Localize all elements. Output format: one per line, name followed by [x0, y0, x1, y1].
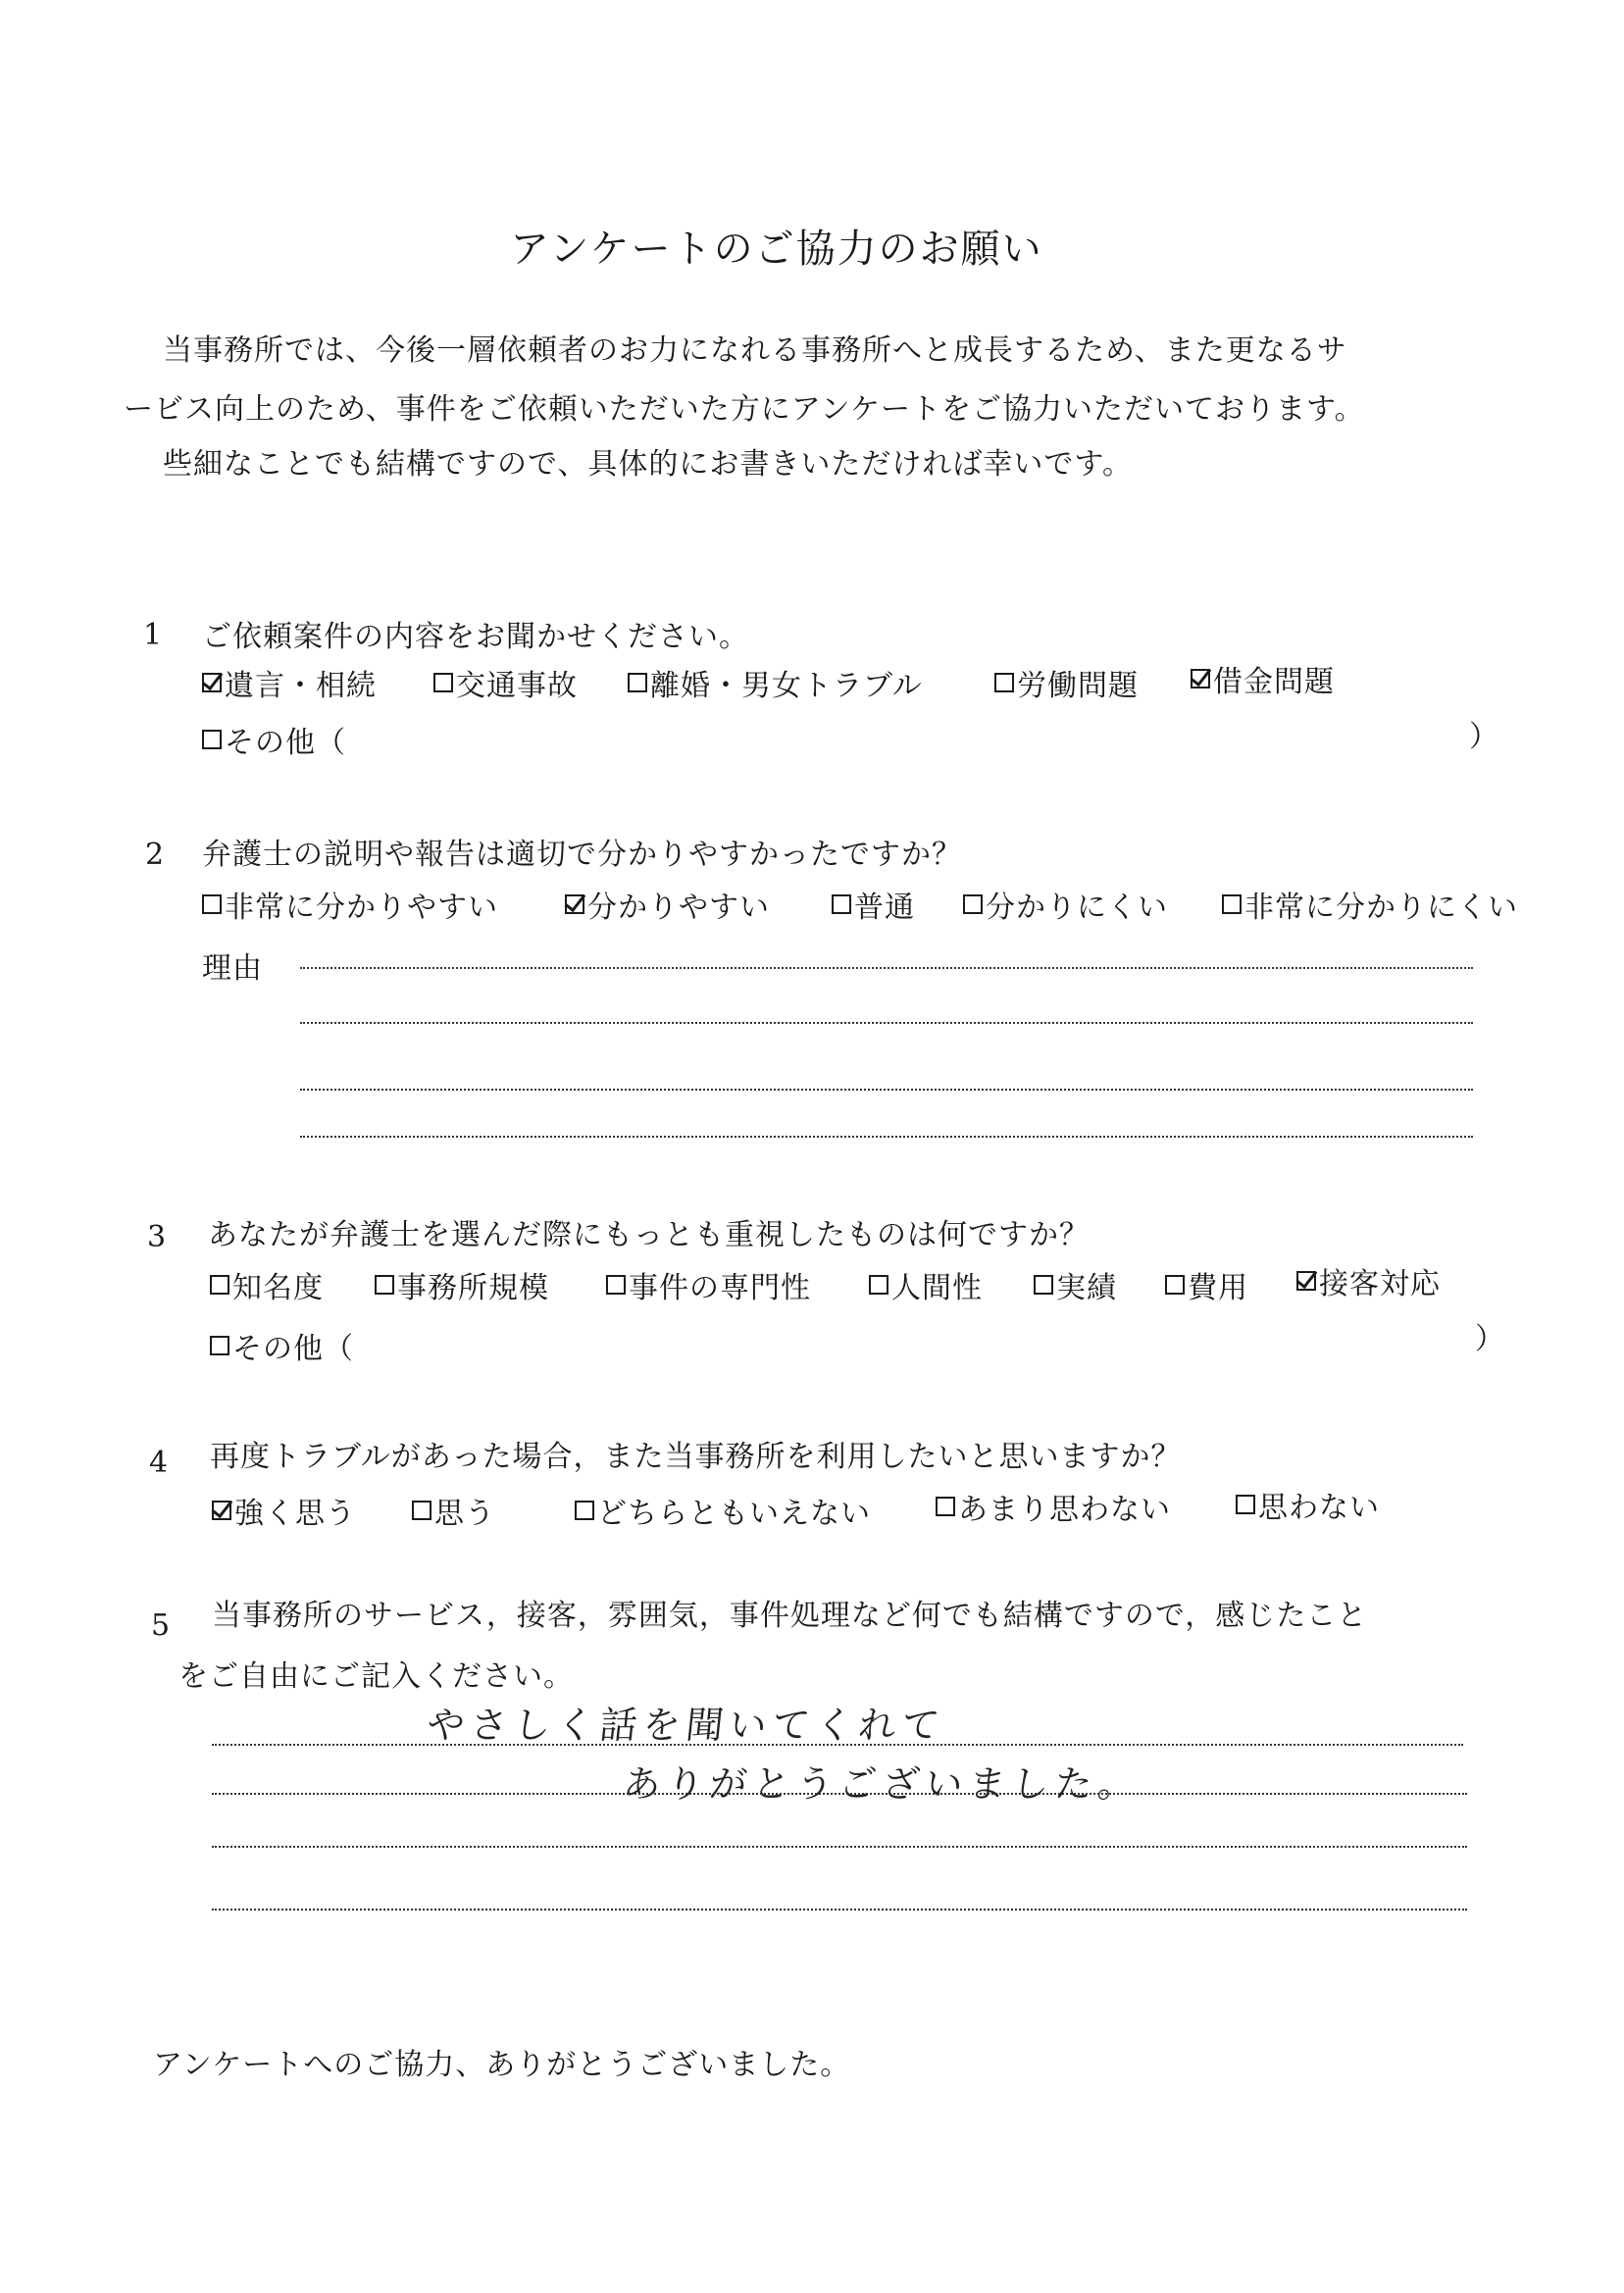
- q3-option-other[interactable]: その他（: [210, 1324, 354, 1367]
- q1-option-traffic-accident[interactable]: 交通事故: [433, 661, 578, 704]
- checkbox-icon[interactable]: [936, 1497, 955, 1516]
- q2-reason-line-3[interactable]: [300, 1089, 1473, 1091]
- q5-answer-line-3[interactable]: [212, 1846, 1467, 1848]
- checkbox-icon[interactable]: [1236, 1495, 1255, 1514]
- q2-option-clear[interactable]: 分かりやすい: [565, 883, 770, 926]
- checkbox-icon[interactable]: [628, 673, 647, 692]
- q1-number: 1: [143, 618, 163, 652]
- checkbox-checked-icon[interactable]: [202, 673, 222, 692]
- q5-question-line-1: 当事務所のサービス，接客，雰囲気，事件処理など何でも結構ですので，感じたこと: [212, 1599, 1368, 1633]
- q1-option-labor[interactable]: 労働問題: [994, 661, 1139, 704]
- q2-reason-line-2[interactable]: [300, 1022, 1473, 1024]
- checkbox-checked-icon[interactable]: [212, 1501, 231, 1520]
- intro-line-3: 些細なことでも結構ですので、具体的にお書きいただければ幸いです。: [163, 447, 1133, 482]
- q5-number: 5: [151, 1608, 171, 1643]
- q4-option-agree[interactable]: 思う: [412, 1489, 495, 1532]
- checkbox-checked-icon[interactable]: [565, 894, 584, 914]
- q3-option-fame[interactable]: 知名度: [210, 1263, 324, 1306]
- intro-line-1: 当事務所では、今後一層依頼者のお力になれる事務所へと成長するため、また更なるサ: [163, 333, 1347, 368]
- checkbox-checked-icon[interactable]: [1191, 669, 1210, 688]
- q1-option-divorce[interactable]: 離婚・男女トラブル: [628, 661, 923, 704]
- q5-handwritten-line-1: やさしく話を聞いてくれて: [425, 1704, 947, 1747]
- q3-option-office-size[interactable]: 事務所規模: [375, 1263, 549, 1306]
- q3-option-track-record[interactable]: 実績: [1034, 1263, 1117, 1306]
- checkbox-icon[interactable]: [412, 1501, 431, 1520]
- checkbox-icon[interactable]: [210, 1336, 229, 1355]
- closing-thanks: アンケートへのご協力、ありがとうございました。: [153, 2048, 851, 2082]
- q5-answer-line-1[interactable]: [212, 1744, 1463, 1746]
- q5-answer-line-4[interactable]: [212, 1909, 1467, 1911]
- checkbox-icon[interactable]: [1222, 894, 1242, 914]
- q4-option-disagree[interactable]: 思わない: [1236, 1483, 1380, 1526]
- q2-reason-line-1[interactable]: [300, 967, 1473, 969]
- q3-option-expertise[interactable]: 事件の専門性: [606, 1263, 811, 1306]
- q3-option-cost[interactable]: 費用: [1165, 1263, 1248, 1306]
- q5-answer-line-2[interactable]: [212, 1793, 1467, 1795]
- checkbox-icon[interactable]: [210, 1275, 229, 1295]
- q4-option-neutral[interactable]: どちらともいえない: [575, 1489, 871, 1532]
- q1-option-debt[interactable]: 借金問題: [1191, 657, 1335, 700]
- q2-reason-line-4[interactable]: [300, 1136, 1473, 1138]
- checkbox-icon[interactable]: [963, 894, 983, 914]
- q3-number: 3: [147, 1220, 167, 1254]
- q2-option-very-unclear[interactable]: 非常に分かりにくい: [1222, 883, 1518, 926]
- checkbox-icon[interactable]: [202, 730, 222, 749]
- q1-question: ご依頼案件の内容をお聞かせください。: [202, 620, 749, 654]
- checkbox-checked-icon[interactable]: [1296, 1271, 1316, 1291]
- q3-other-close-paren: ）: [1475, 1322, 1504, 1356]
- q1-option-other[interactable]: その他（: [202, 718, 346, 761]
- checkbox-icon[interactable]: [575, 1501, 594, 1520]
- checkbox-icon[interactable]: [869, 1275, 888, 1295]
- q2-option-unclear[interactable]: 分かりにくい: [963, 883, 1168, 926]
- q5-handwritten-line-2: ありがとうございました。: [621, 1762, 1143, 1806]
- checkbox-icon[interactable]: [375, 1275, 394, 1295]
- q2-option-very-clear[interactable]: 非常に分かりやすい: [202, 883, 498, 926]
- q2-number: 2: [145, 838, 165, 872]
- checkbox-icon[interactable]: [202, 894, 222, 914]
- q3-option-customer-service[interactable]: 接客対応: [1296, 1259, 1441, 1302]
- q4-option-disagree-somewhat[interactable]: あまり思わない: [936, 1485, 1171, 1528]
- q3-question: あなたが弁護士を選んだ際にもっとも重視したものは何ですか？: [208, 1218, 1090, 1252]
- checkbox-icon[interactable]: [1034, 1275, 1053, 1295]
- q5-question-line-2: をご自由にご記入ください。: [178, 1659, 574, 1694]
- checkbox-icon[interactable]: [994, 673, 1014, 692]
- checkbox-icon[interactable]: [606, 1275, 626, 1295]
- q2-option-normal[interactable]: 普通: [832, 883, 915, 926]
- checkbox-icon[interactable]: [433, 673, 453, 692]
- q4-question: 再度トラブルがあった場合，また当事務所を利用したいと思いますか？: [210, 1440, 1182, 1474]
- q1-option-inheritance[interactable]: 遺言・相続: [202, 661, 377, 704]
- checkbox-icon[interactable]: [1165, 1275, 1185, 1295]
- q4-number: 4: [149, 1446, 169, 1480]
- page-title: アンケートのご協力のお願い: [510, 227, 1043, 272]
- q1-other-close-paren: ）: [1469, 720, 1498, 754]
- q2-question: 弁護士の説明や報告は適切で分かりやすかったですか？: [202, 838, 962, 872]
- q3-option-personality[interactable]: 人間性: [869, 1263, 983, 1306]
- q2-reason-label: 理由: [202, 951, 263, 986]
- q4-option-strongly-agree[interactable]: 強く思う: [212, 1489, 356, 1532]
- intro-line-2: ービス向上のため、事件をご依頼いただいた方にアンケートをご協力いただいております。: [124, 392, 1365, 427]
- checkbox-icon[interactable]: [832, 894, 851, 914]
